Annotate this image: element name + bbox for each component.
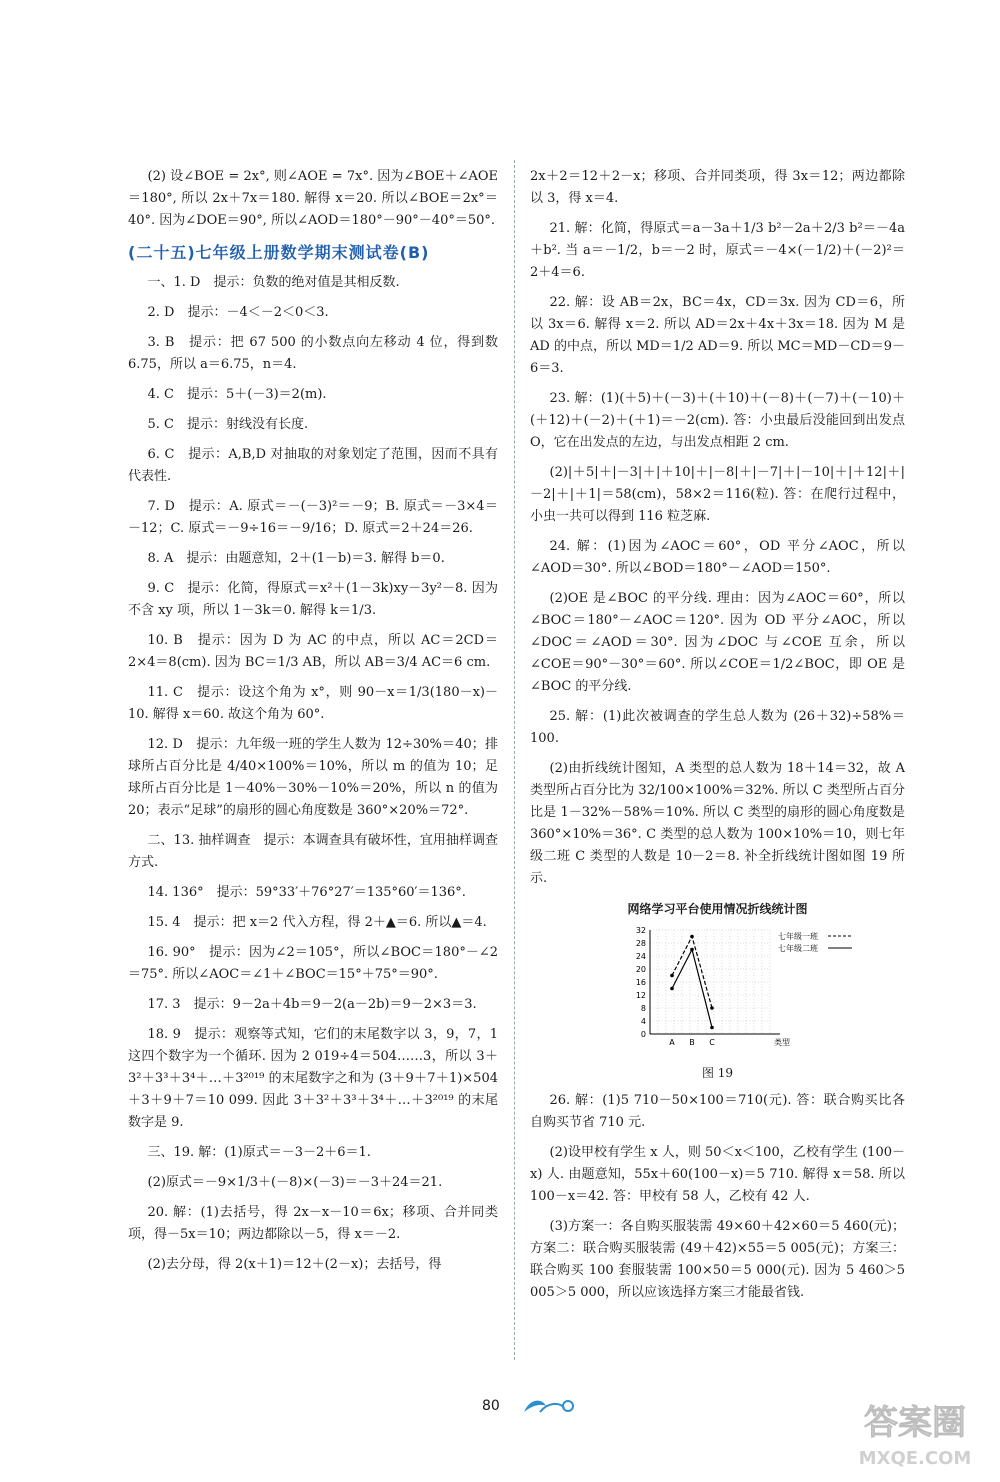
x-tick-label: A bbox=[669, 1038, 675, 1047]
chart-title: 网络学习平台使用情况折线统计图 bbox=[627, 902, 808, 916]
y-tick-label: 20 bbox=[635, 965, 646, 974]
answer-item: 20. 解：(1)去括号，得 2x－x－10＝6x；移项、合并同类项，得－5x＝10；两边都除以－5，得 x＝－2. bbox=[128, 1205, 498, 1242]
y-tick-label: 32 bbox=[635, 926, 646, 935]
left-column bbox=[128, 166, 498, 1284]
answer-item: (2)|＋5|＋|－3|＋|＋10|＋|－8|＋|－7|＋|－10|＋|＋12|＋|－2|＋|＋1|＝58(cm)，58×2＝116(粒). 答：在爬行过程中，小虫一共可以得到 116 粒芝麻. bbox=[530, 465, 905, 524]
answer-item: 22. 解：设 AB＝2x，BC＝4x，CD＝3x. 因为 CD＝6，所以 3x＝6. 解得 x＝2. 所以 AD＝2x＋4x＋3x＝18. 因为 M 是 AD 的中点，所以 MD＝1/2 AD＝9. 所以 MC＝MD－CD＝9－6＝3. bbox=[530, 295, 905, 376]
x-axis-label: 类型 bbox=[774, 1038, 790, 1047]
answer-item: (2)OE 是∠BOC 的平分线. 理由：因为∠AOC＝60°，所以∠BOC＝180°－∠AOC＝120°. 因为 OD 平分∠AOC，所以∠DOC＝∠AOD＝30°. 因为∠DOC 与∠COE 互余，所以∠COE＝90°－30°＝60°. 所以∠COE＝1/2∠BOC，即 OE 是∠BOC 的平分线. bbox=[530, 591, 905, 694]
legend-label: 七年级一班 bbox=[778, 932, 818, 941]
section-title: (二十五)七年级上册数学期末测试卷(B) bbox=[128, 243, 430, 262]
answer-item: 6. C 提示：A,B,D 对抽取的对象划定了范围，因而不具有代表性. bbox=[128, 447, 498, 484]
watermark-url: MXQE.COM bbox=[858, 1448, 972, 1469]
y-tick-label: 8 bbox=[640, 1004, 646, 1013]
legend-label: 七年级二班 bbox=[778, 944, 818, 953]
data-point bbox=[690, 948, 694, 952]
data-point bbox=[710, 1026, 714, 1030]
y-tick-label: 12 bbox=[635, 991, 646, 1000]
answer-item: (2)由折线统计图知，A 类型的总人数为 18＋14＝32，故 A 类型所占百分比为 32/100×100%＝32%. 所以 C 类型所占百分比是 1－32%－58%＝10%. 所以 C 类型的扇形的圆心角度数是 360°×10%＝36°. C 类型的总人数为 100×10%＝10，则七年级二班 C 类型的人数是 10－2＝8. 补全折线统计图如图 19 所示. bbox=[530, 761, 905, 886]
data-point bbox=[670, 987, 674, 991]
y-tick-label: 28 bbox=[635, 939, 646, 948]
answer-item: 11. C 提示：设这个角为 x°，则 90－x＝1/3(180－x)－10. 解得 x＝60. 故这个角为 60°. bbox=[128, 685, 498, 722]
answer-item: 8. A 提示：由题意知，2＋(1－b)＝3. 解得 b＝0. bbox=[147, 551, 445, 566]
answer-item: 4. C 提示：5＋(－3)＝2(m). bbox=[147, 387, 327, 402]
data-point bbox=[690, 935, 694, 939]
answer-item: (2)设甲校有学生 x 人，则 50＜x＜100，乙校有学生 (100－x) 人. 由题意知，55x＋60(100－x)＝5 710. 解得 x＝58. 所以 100－x＝42. 答：甲校有 58 人，乙校有 42 人. bbox=[530, 1145, 905, 1204]
y-tick-label: 0 bbox=[640, 1030, 646, 1039]
answer-item: 二、13. 抽样调查 提示：本调查具有破坏性，宜用抽样调查方式. bbox=[128, 833, 498, 870]
line-chart bbox=[530, 922, 905, 1052]
answer-item: (3)方案一：各自购买服装需 49×60＋42×60＝5 460(元)；方案二：联合购买服装需 (49＋42)×55＝5 005(元)；方案三：联合购买 100 套服装需 100×50＝5 000(元). 因为 5 460＞5 005＞5 000，所以应该选择方案三才能最省钱. bbox=[530, 1219, 905, 1300]
answer-item: 12. D 提示：九年级一班的学生人数为 12÷30%＝40；排球所占百分比是 4/40×100%＝10%，所以 m 的值为 10；足球所占百分比是 1－40%－30%－10%＝20%，所以 n 的值为 20；表示“足球”的扇形的圆心角度数是 360°×20%＝72°. bbox=[128, 737, 498, 818]
watermark-logo bbox=[840, 1392, 990, 1472]
column-divider bbox=[514, 160, 515, 1360]
x-tick-label: B bbox=[689, 1038, 695, 1047]
answer-item: 一、1. D 提示：负数的绝对值是其相反数. bbox=[147, 275, 400, 290]
answer-item: 3. B 提示：把 67 500 的小数点向左移动 4 位，得到数 6.75，所以 a＝6.75，n＝4. bbox=[128, 335, 498, 372]
answer-item: 18. 9 提示：观察等式知，它们的末尾数字以 3，9，7，1 这四个数字为一个循环. 因为 2 019÷4＝504……3，所以 3＋3²＋3³＋3⁴＋…＋3²⁰¹⁹ 的末尾数字之和为 (3＋9＋7＋1)×504＋3＋9＋7＝10 099. 因此 3＋3²＋3³＋3⁴＋…＋3²⁰¹⁹ 的末尾数字是 9. bbox=[128, 1027, 498, 1130]
answer-item: 15. 4 提示：把 x＝2 代入方程，得 2＋▲＝6. 所以▲＝4. bbox=[147, 915, 487, 930]
paragraph: (2) 设∠BOE = 2x°, 则∠AOE = 7x°. 因为∠BOE＋∠AOE＝180°, 所以 2x＋7x＝180. 解得 x＝20. 所以∠BOE＝2x°＝40°. 因为∠DOE＝90°, 所以∠AOD＝180°－90°－40°＝50°. bbox=[128, 169, 498, 228]
answer-item: (2)原式＝－9×1/3＋(－8)×(－3)＝－3＋24＝21. bbox=[147, 1175, 443, 1190]
page-number: 80 bbox=[482, 1398, 500, 1414]
answer-item: 2. D 提示：－4＜－2＜0＜3. bbox=[147, 305, 329, 320]
right-column bbox=[530, 166, 905, 1312]
answer-item: 7. D 提示：A. 原式＝－(－3)²＝－9；B. 原式＝－3×4＝－12；C. 原式＝－9÷16＝－9/16；D. 原式＝2＋24＝26. bbox=[128, 499, 498, 536]
answer-item: 14. 136° 提示：59°33′＋76°27′＝135°60′＝136°. bbox=[147, 885, 466, 900]
watermark-text: 答案圈 bbox=[864, 1403, 966, 1443]
answer-item: 16. 90° 提示：因为∠2＝105°，所以∠BOC＝180°－∠2＝75°. 所以∠AOC＝∠1＋∠BOC＝15°＋75°＝90°. bbox=[128, 945, 498, 982]
decorative-leaf-icon bbox=[520, 1394, 576, 1416]
data-point bbox=[710, 1006, 714, 1010]
x-tick-label: C bbox=[709, 1038, 715, 1047]
line-chart-figure bbox=[530, 898, 905, 1084]
answer-item: 25. 解：(1)此次被调查的学生总人数为 (26＋32)÷58%＝100. bbox=[530, 709, 905, 746]
figure-label: 图 19 bbox=[701, 1066, 734, 1080]
answer-item: 5. C 提示：射线没有长度. bbox=[147, 417, 309, 432]
answer-item: 17. 3 提示：9－2a＋4b＝9－2(a－2b)＝9－2×3＝3. bbox=[147, 997, 477, 1012]
answer-item: 9. C 提示：化简，得原式＝x²＋(1－3k)xy－3y²－8. 因为不含 xy 项，所以 1－3k＝0. 解得 k＝1/3. bbox=[128, 581, 498, 618]
y-tick-label: 16 bbox=[635, 978, 646, 987]
answer-item: 23. 解：(1)(＋5)＋(－3)＋(＋10)＋(－8)＋(－7)＋(－10)＋(＋12)＋(－2)＋(＋1)＝－2(cm). 答：小虫最后没能回到出发点 O，它在出发点的左边，与出发点相距 2 cm. bbox=[530, 391, 905, 450]
y-tick-label: 4 bbox=[640, 1017, 646, 1026]
y-tick-label: 24 bbox=[635, 952, 646, 961]
answer-item: 三、19. 解：(1)原式＝－3－2＋6＝1. bbox=[147, 1145, 371, 1160]
answer-item: 26. 解：(1)5 710－50×100＝710(元). 答：联合购买比各自购买节省 710 元. bbox=[530, 1093, 905, 1130]
paragraph: 2x＋2＝12＋2－x；移项、合并同类项，得 3x＝12；两边都除以 3，得 x＝4. bbox=[530, 169, 905, 206]
answer-item: (2)去分母，得 2(x＋1)＝12＋(2－x)；去括号，得 bbox=[147, 1257, 442, 1272]
answer-item: 24. 解：(1)因为∠AOC＝60°，OD 平分∠AOC，所以∠AOD＝30°. 所以∠BOD＝180°－∠AOD＝150°. bbox=[530, 539, 905, 576]
data-point bbox=[670, 974, 674, 978]
answer-item: 21. 解：化简，得原式＝a－3a＋1/3 b²－2a＋2/3 b²＝－4a＋b². 当 a＝－1/2，b＝－2 时，原式＝－4×(－1/2)＋(－2)²＝2＋4＝6. bbox=[530, 221, 905, 280]
answer-item: 10. B 提示：因为 D 为 AC 的中点，所以 AC＝2CD＝2×4＝8(cm). 因为 BC＝1/3 AB，所以 AB＝3/4 AC＝6 cm. bbox=[128, 633, 498, 670]
